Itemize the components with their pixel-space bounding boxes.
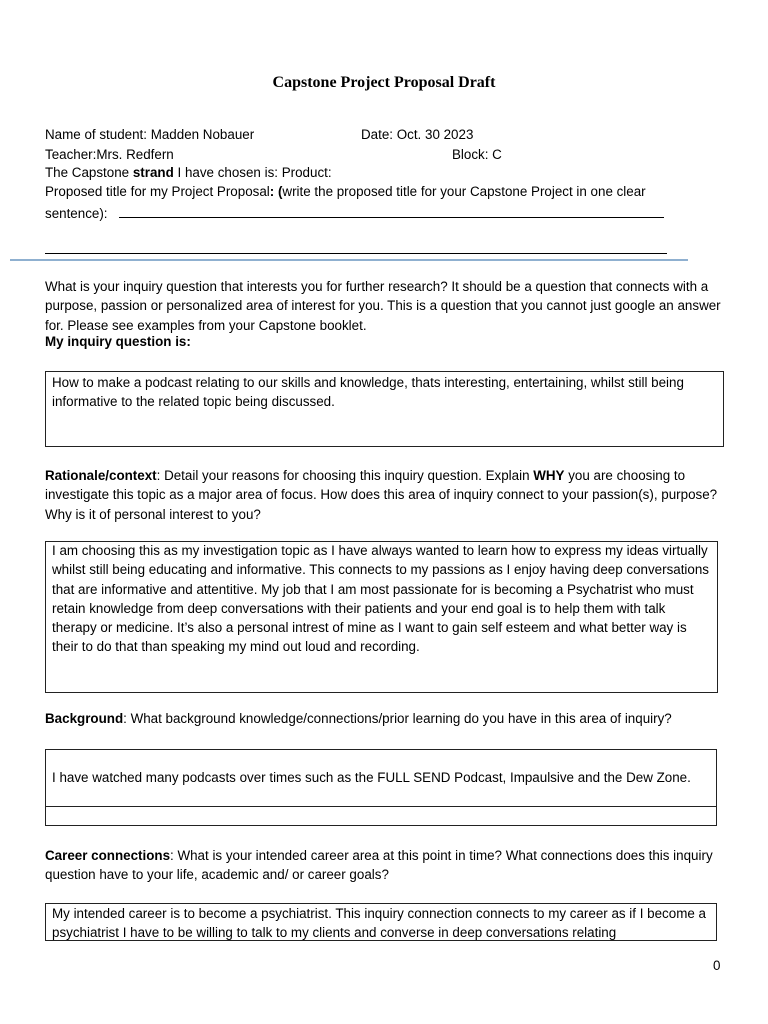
rationale-prompt xyxy=(45,466,725,524)
strand-line xyxy=(45,165,332,180)
background-label: Background xyxy=(45,711,124,726)
career-label: Career connections xyxy=(45,848,171,863)
teacher: Teacher:Mrs. Redfern xyxy=(45,147,174,162)
career-prompt-text: : What is your intended career area at this point in time? What connections does this inquiry question have to your life, academic and/ or career goals? xyxy=(45,848,713,883)
career-answer: My intended career is to become a psychiatrist. This inquiry connection connects to my career as if I become a psychiatrist I have to be willing to talk to my clients and converse in deep conversations relating xyxy=(52,906,706,941)
rationale-answer: I am choosing this as my investigation topic as I have always wanted to learn how to express my ideas virtually whilst still being educating and informative. This connects to my passions as I enjoy having deep conversations that are informative and attentitive. My job that I am most passionate for is becoming a Psychatrist who must retain knowledge from deep conversations with their patients and your end goal is to help them with talk therapy or medicine. It’s also a personal intrest of mine as I want to gain self esteem and what better way is their to do that than speaking my mind out loud and recording. xyxy=(52,543,709,655)
rationale-prompt-a: : Detail your reasons for choosing this inquiry question. Explain xyxy=(156,468,534,483)
student-name: Name of student: Madden Nobauer xyxy=(45,127,255,142)
rationale-why: WHY xyxy=(533,468,565,483)
title-prompt xyxy=(45,184,646,199)
block: Block: C xyxy=(452,147,502,162)
background-prompt-text: : What background knowledge/connections/prior learning do you have in this area of inquiry? xyxy=(123,711,672,726)
inquiry-answer-box[interactable] xyxy=(45,371,724,447)
title-prompt-c: sentence): xyxy=(45,206,108,221)
inquiry-prompt: What is your inquiry question that interests you for further research? It should be a question that connects with a purpose, passion or personalized area of interest for you. This is a question that you cannot just google an answer for. Please see examples from your Capstone booklet. xyxy=(45,279,721,333)
strand-prefix: The Capstone xyxy=(45,165,133,180)
background-answer: I have watched many podcasts over times such as the FULL SEND Podcast, Impaulsive and the Dew Zone. xyxy=(52,770,691,785)
strand-suffix: I have chosen is: Product: xyxy=(173,165,332,180)
inquiry-label: My inquiry question is: xyxy=(45,334,191,349)
career-prompt xyxy=(45,846,725,885)
rationale-prompt-b: you are choosing to investigate this topic as a major area of focus. How does this area of inquiry connect to your passion(s), purpose? Why is it of personal interest to you? xyxy=(45,468,718,522)
title-prompt-a: Proposed title for my Project Proposal xyxy=(45,184,270,199)
title-blank-2[interactable] xyxy=(45,253,667,254)
inquiry-answer: How to make a podcast relating to our skills and knowledge, thats interesting, entertaining, whilst still being informative to the related topic being discussed. xyxy=(52,375,684,410)
career-answer-box[interactable] xyxy=(45,903,717,941)
rationale-answer-box[interactable] xyxy=(45,541,718,693)
background-answer-box[interactable] xyxy=(45,749,717,807)
date: Date: Oct. 30 2023 xyxy=(361,127,474,142)
background-extra-box[interactable] xyxy=(45,806,717,826)
strand-bold: strand xyxy=(132,165,174,180)
rationale-label: Rationale/context xyxy=(45,468,157,483)
title-prompt-b: write the proposed title for your Capstone Project in one clear xyxy=(282,184,646,199)
divider-rule xyxy=(10,259,688,261)
title-blank-1[interactable] xyxy=(119,203,664,218)
page-number: 0 xyxy=(713,958,721,973)
title-prompt-colon: : ( xyxy=(269,184,283,199)
page-title: Capstone Project Proposal Draft xyxy=(272,74,496,91)
title-prompt-line2 xyxy=(45,203,664,221)
background-prompt xyxy=(45,711,672,726)
